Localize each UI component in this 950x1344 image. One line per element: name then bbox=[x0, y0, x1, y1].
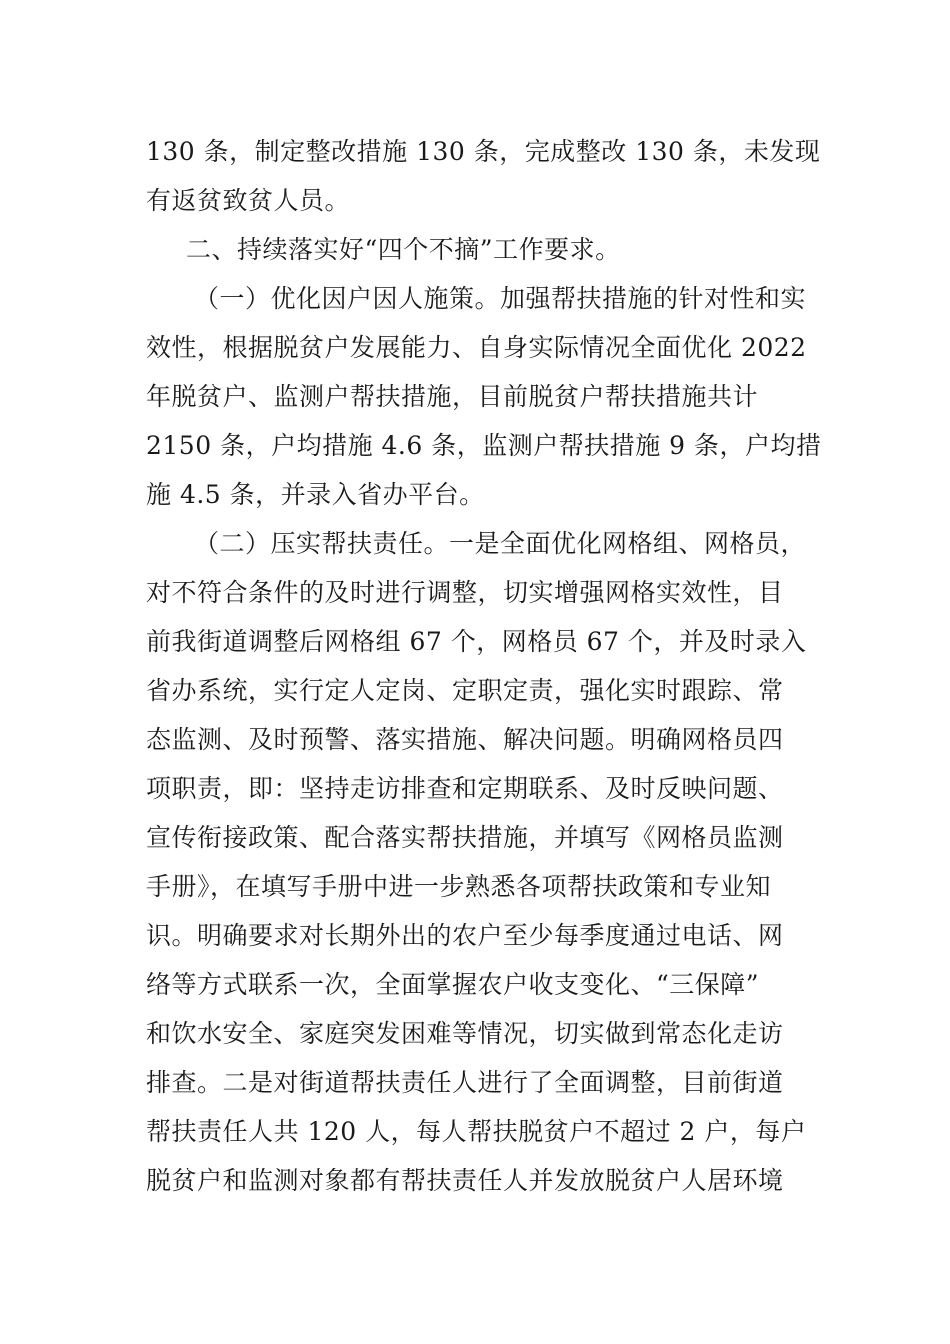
text-line: 手册》，在填写手册中进一步熟悉各项帮扶政策和专业知 bbox=[146, 872, 772, 901]
text-line: 效性，根据脱贫户发展能力、自身实际情况全面优化 2022 bbox=[146, 333, 807, 362]
text-line: 前我街道调整后网格组 67 个，网格员 67 个，并及时录入 bbox=[146, 627, 807, 656]
document-body bbox=[146, 127, 822, 1205]
text-line: 对不符合条件的及时进行调整，切实增强网格实效性，目 bbox=[146, 578, 784, 607]
text-line: 和饮水安全、家庭突发困难等情况，切实做到常态化走访 bbox=[146, 1019, 784, 1048]
text-line: 有返贫致贫人员。 bbox=[146, 186, 351, 215]
text-line: 络等方式联系一次，全面掌握农户收支变化、“三保障” bbox=[146, 970, 760, 999]
section-heading: 二、持续落实好“四个不摘”工作要求。 bbox=[186, 235, 621, 264]
text-line: 施 4.5 条，并录入省办平台。 bbox=[146, 480, 485, 509]
text-line: 脱贫户和监测对象都有帮扶责任人并发放脱贫户人居环境 bbox=[146, 1166, 784, 1195]
text-line: 项职责，即：坚持走访排查和定期联系、及时反映问题、 bbox=[146, 774, 784, 803]
text-line: 排查。二是对街道帮扶责任人进行了全面调整，目前街道 bbox=[146, 1068, 784, 1097]
text-line: 态监测、及时预警、落实措施、解决问题。明确网格员四 bbox=[146, 725, 784, 754]
text-line: 省办系统，实行定人定岗、定职定责，强化实时跟踪、常 bbox=[146, 676, 784, 705]
text-line: 识。明确要求对长期外出的农户至少每季度通过电话、网 bbox=[146, 921, 784, 950]
text-line: 年脱贫户、监测户帮扶措施，目前脱贫户帮扶措施共计 bbox=[146, 382, 759, 411]
text-line: 帮扶责任人共 120 人，每人帮扶脱贫户不超过 2 户，每户 bbox=[146, 1117, 807, 1146]
subsection-heading: （二）压实帮扶责任。一是全面优化网格组、网格员， bbox=[194, 529, 807, 558]
text-line: 宣传衔接政策、配合落实帮扶措施，并填写《网格员监测 bbox=[146, 823, 784, 852]
subsection-heading: （一）优化因户因人施策。加强帮扶措施的针对性和实 bbox=[194, 284, 807, 313]
text-line: 2150 条，户均措施 4.6 条，监测户帮扶措施 9 条，户均措 bbox=[146, 431, 822, 460]
text-line: 130 条，制定整改措施 130 条，完成整改 130 条，未发现 bbox=[146, 137, 821, 166]
